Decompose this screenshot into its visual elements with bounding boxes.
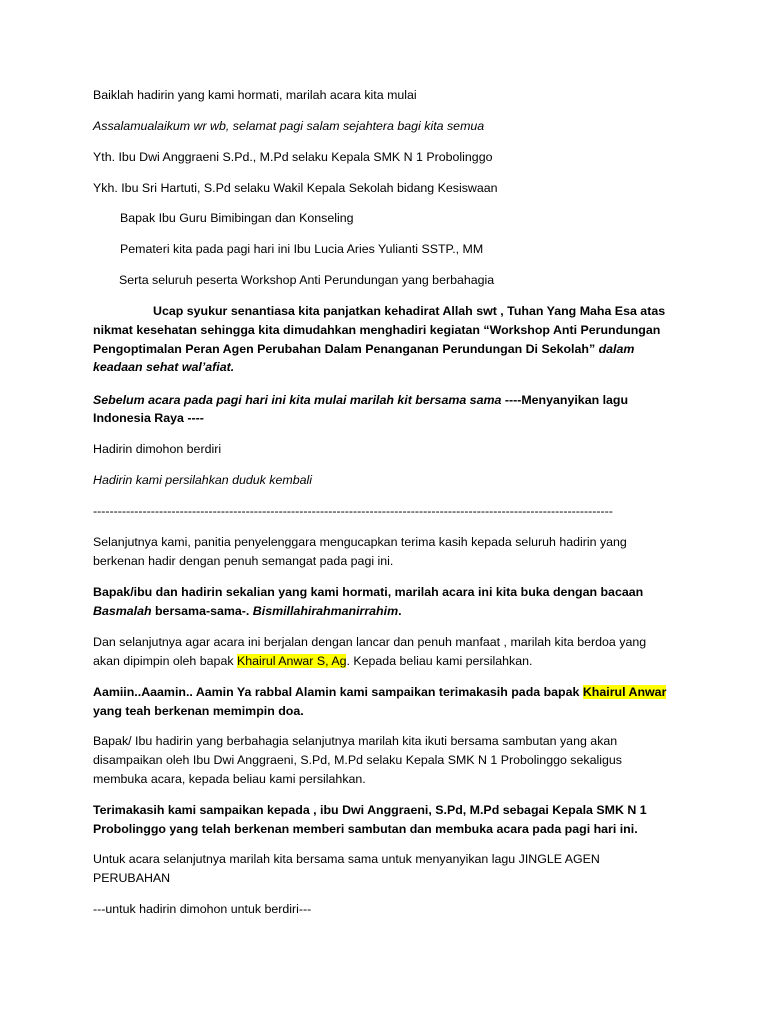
gratitude-line-1: Ucap syukur senantiasa kita panjatkan kehadirat Allah swt , Tuhan Yang Maha Esa atas (153, 304, 666, 318)
amin-line-2: yang teah berkenan memimpin doa. (93, 704, 304, 718)
speech-line-2: disampaikan oleh Ibu Dwi Anggraeni, S.Pd, M.Pd selaku Kepala SMK N 1 Probolinggo sekaligus (93, 753, 622, 767)
section-divider: ------------------------------------------------------------------------------------------------------------------------------ (93, 504, 613, 518)
anthem-intro: Sebelum acara pada pagi hari ini kita mulai marilah kit bersama sama (93, 393, 502, 407)
anthem-instruction: ----Menyanyikan lagu (501, 393, 629, 407)
amin-name-highlight: Khairul Anwar (582, 685, 667, 699)
salutation-speaker: Pemateri kita pada pagi hari ini Ibu Lucia Aries Yulianti SSTP., MM (120, 242, 484, 256)
greeting-line: Assalamualaikum wr wb, selamat pagi salam sejahtera bagi kita semua (93, 119, 485, 133)
salutation-vice-principal: Ykh. Ibu Sri Hartuti, S.Pd selaku Wakil Kepala Sekolah bidang Kesiswaan (93, 181, 498, 195)
speech-line-1: Bapak/ Ibu hadirin yang berbahagia selanjutnya marilah kita ikuti bersama sambutan yang akan (93, 734, 618, 748)
basmalah-line-1: Bapak/ibu dan hadirin sekalian yang kami hormati, marilah acara ini kita buka dengan bacaan (93, 585, 644, 599)
basmalah-end: . (398, 604, 402, 618)
workshop-title-end: Pengoptimalan Peran Agen Perubahan Dalam Penanganan Perundungan Di Sekolah” (93, 342, 596, 356)
closing-thanks-line-2: Probolinggo yang telah berkenan memberi sambutan dan membuka acara pada pagi hari ini. (93, 822, 638, 836)
gratitude-line-2: nikmat kesehatan sehingga kita dimudahkan menghadiri kegiatan “Workshop Anti Perundungan (93, 323, 661, 337)
basmalah-word: Basmalah (93, 604, 152, 618)
basmalah-line-2 (93, 603, 683, 620)
amin-line-1 (93, 684, 683, 701)
anthem-line-1 (93, 392, 683, 409)
final-stand-instruction: ---untuk hadirin dimohon untuk berdiri--- (93, 902, 312, 916)
prayer-lead-text: akan dipimpin oleh bapak (93, 654, 237, 668)
thanks-line-1: Selanjutnya kami, panitia penyelenggara mengucapkan terima kasih kepada seluruh hadirin yang (93, 535, 627, 549)
prayer-invite-text: . Kepada beliau kami persilahkan. (346, 654, 533, 668)
jingle-line-2: PERUBAHAN (93, 871, 171, 885)
closing-thanks-line-1: Terimakasih kami sampaikan kepada , ibu Dwi Anggraeni, S.Pd, M.Pd sebagai Kepala SMK N 1 (93, 803, 647, 817)
opening-line: Baiklah hadirin yang kami hormati, marilah acara kita mulai (93, 88, 417, 102)
sit-instruction: Hadirin kami persilahkan duduk kembali (93, 473, 313, 487)
jingle-line-1: Untuk acara selanjutnya marilah kita bersama sama untuk menyanyikan lagu JINGLE AGEN (93, 852, 600, 866)
basmalah-mid: bersama-sama-. (151, 604, 253, 618)
prayer-line-1: Dan selanjutnya agar acara ini berjalan dengan lancar dan penuh manfaat , marilah kita berdoa yang (93, 635, 647, 649)
amin-text: Aamiin..Aaamin.. Aamin Ya rabbal Alamin kami sampaikan terimakasih pada bapak (93, 685, 583, 699)
anthem-line-2: Indonesia Raya ---- (93, 411, 204, 425)
prayer-line-2 (93, 653, 683, 670)
bismillah-word: Bismillahirahmanirrahim (252, 604, 399, 618)
gratitude-italic-tail: dalam (595, 342, 635, 356)
speech-line-3: membuka acara, kepada beliau kami persilahkan. (93, 772, 366, 786)
prayer-leader-highlight: Khairul Anwar S, Ag (236, 654, 347, 668)
salutation-participants: Serta seluruh peserta Workshop Anti Perundungan yang berbahagia (119, 273, 495, 287)
salutation-teachers: Bapak Ibu Guru Bimibingan dan Konseling (120, 211, 354, 225)
gratitude-line-4: keadaan sehat wal’afiat. (93, 360, 235, 374)
thanks-line-2: berkenan hadir dengan penuh semangat pada pagi ini. (93, 554, 394, 568)
stand-instruction: Hadirin dimohon berdiri (93, 442, 222, 456)
salutation-principal: Yth. Ibu Dwi Anggraeni S.Pd., M.Pd selaku Kepala SMK N 1 Probolinggo (93, 150, 493, 164)
gratitude-line-3 (93, 341, 683, 358)
